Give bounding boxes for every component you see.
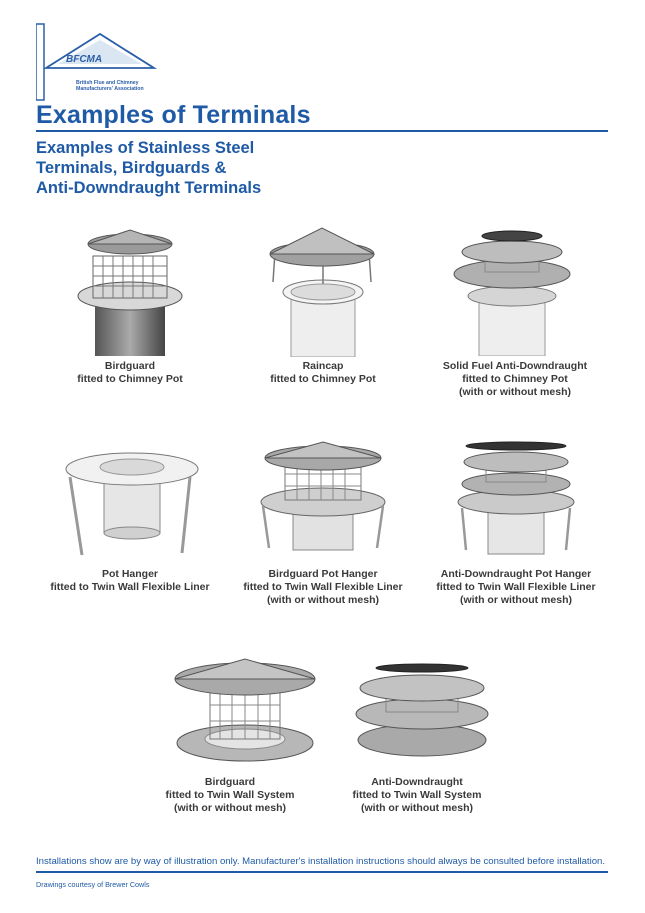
caption-anti-downdraught-twin-wall: Anti-Downdraught fitted to Twin Wall System (with or without mesh) <box>352 776 482 814</box>
caption-raincap-pot: Raincap fitted to Chimney Pot <box>270 360 376 385</box>
solid-fuel-anti-downdraught-icon <box>445 226 580 356</box>
anti-downdraught-twin-wall-icon <box>352 660 492 765</box>
caption-birdguard-pot: Birdguard fitted to Chimney Pot <box>77 360 183 385</box>
caption-birdguard-twin-wall: Birdguard fitted to Twin Wall System (with or without mesh) <box>165 776 295 814</box>
title-divider <box>36 130 608 132</box>
anti-downdraught-pot-hanger-icon <box>448 440 583 560</box>
birdguard-pot-icon <box>65 226 195 356</box>
page-title: Examples of Terminals <box>36 101 311 129</box>
caption-pot-hanger: Pot Hanger fitted to Twin Wall Flexible Liner <box>50 568 210 593</box>
caption-birdguard-pot-hanger: Birdguard Pot Hanger fitted to Twin Wall Flexible Liner (with or without mesh) <box>243 568 403 606</box>
page-subtitle: Examples of Stainless Steel Terminals, Birdguards & Anti-Downdraught Terminals <box>36 139 262 197</box>
caption-anti-downdraught-pot-hanger: Anti-Downdraught Pot Hanger fitted to Twin Wall Flexible Liner (with or without mesh) <box>436 568 596 606</box>
caption-solid-fuel-anti-downdraught: Solid Fuel Anti-Downdraught fitted to Chimney Pot (with or without mesh) <box>442 360 588 398</box>
drawings-credit: Drawings courtesy of Brewer Cowls <box>36 880 150 889</box>
raincap-pot-icon <box>255 222 390 357</box>
organisation-name: British Flue and Chimney Manufacturers' Association <box>76 80 144 92</box>
birdguard-twin-wall-icon <box>170 655 320 770</box>
pot-hanger-icon <box>60 445 200 560</box>
installation-disclaimer: Installations show are by way of illustration only. Manufacturer's installation instructions should always be consulted before installation. <box>36 856 606 867</box>
birdguard-pot-hanger-icon <box>255 440 390 560</box>
bfcma-logo <box>36 22 158 108</box>
footer-divider <box>36 871 608 873</box>
svg-text:BFCMA: BFCMA <box>66 54 103 65</box>
